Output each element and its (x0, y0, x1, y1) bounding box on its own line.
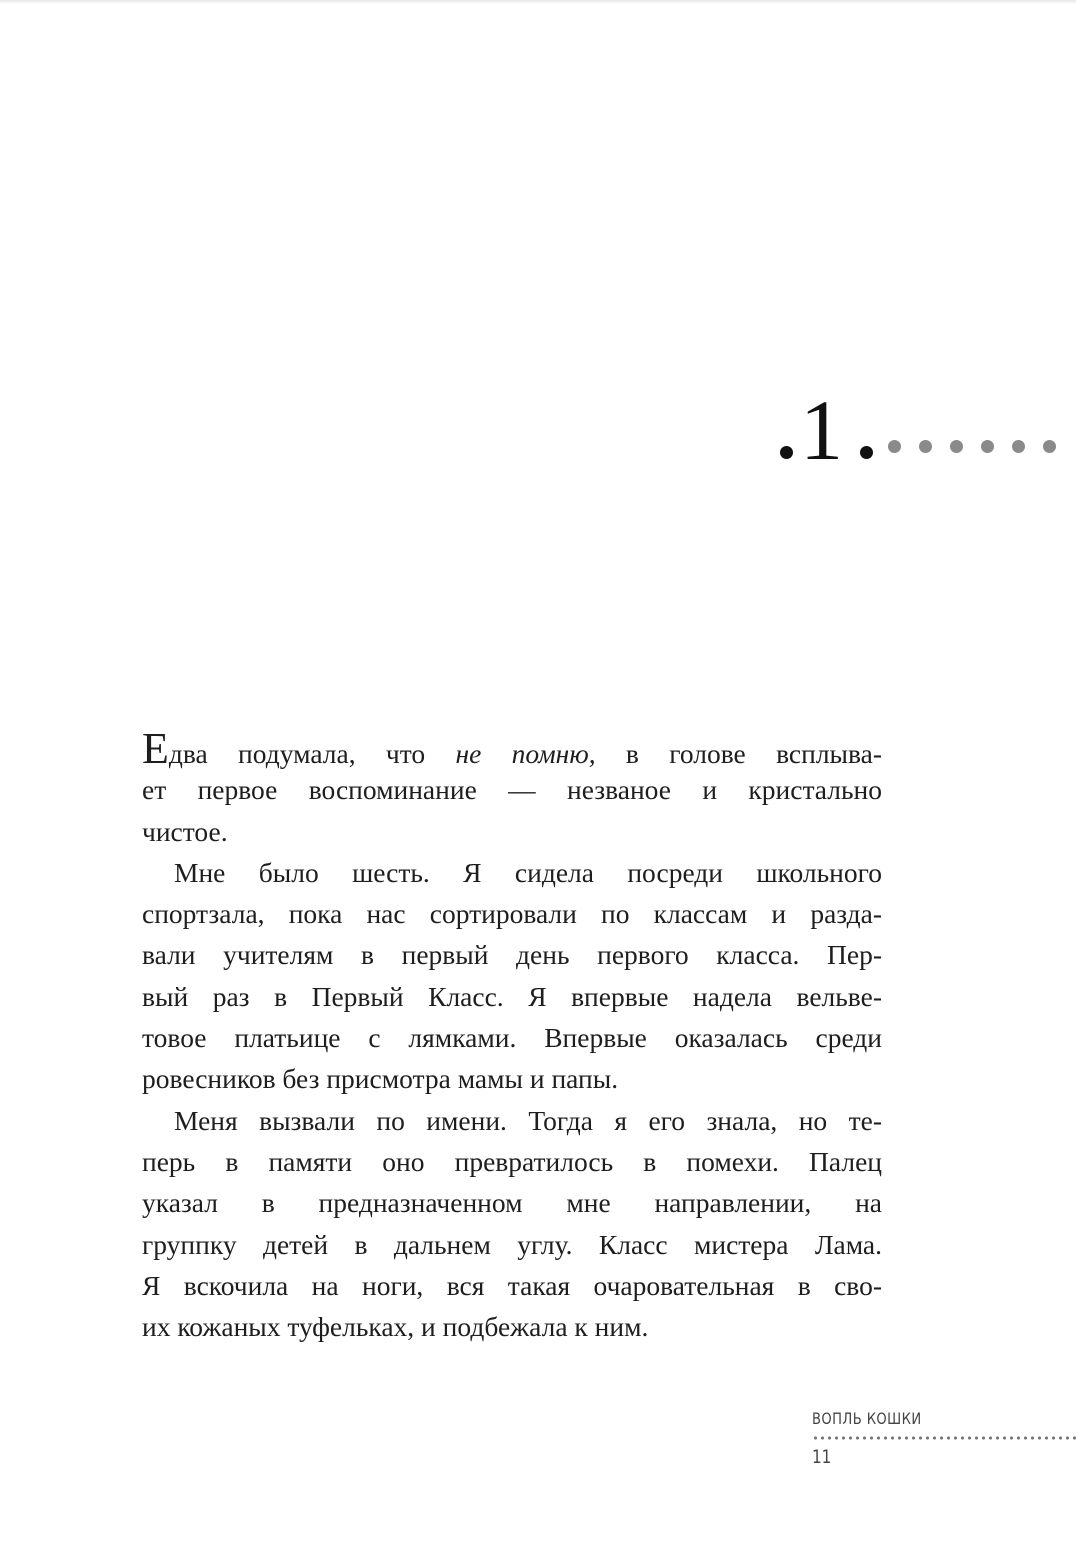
page-footer (812, 1409, 1076, 1468)
page-top-edge (0, 0, 1076, 4)
chapter-dot-leader (888, 440, 1076, 454)
drop-cap: Е (142, 724, 169, 773)
text-run: в голове всплыва- (595, 738, 883, 769)
text-run: два подумала, что (168, 738, 456, 769)
text-line: спортзала, пока нас сортировали по классам и разда- (142, 898, 882, 930)
text-line: Меня вызвали по имени. Тогда я его знала, но те- (174, 1104, 882, 1136)
text-line: указал в предназначенном мне направлении, на (142, 1187, 882, 1219)
text-line: Я вскочила на ноги, вся такая очаровательная в сво- (142, 1269, 882, 1301)
paragraph-2 (142, 852, 882, 1100)
text-line: чистое. (142, 815, 228, 847)
page-number: 11 (812, 1446, 832, 1468)
text-line: вали учителям в первый день первого класса. Пер- (142, 939, 882, 971)
chapter-trail-dot (860, 446, 873, 459)
chapter-lead-dot (780, 446, 793, 459)
text-line: перь в памяти оно превратилось в помехи. Палец (142, 1145, 882, 1177)
text-line: группку детей в дальнем углу. Класс мистера Лама. (142, 1228, 882, 1260)
paragraph-3 (142, 1100, 882, 1348)
chapter-marker (776, 382, 1076, 478)
chapter-body-text (142, 724, 883, 1347)
text-line: товое платьице с лямками. Впервые оказалась среди (142, 1022, 882, 1054)
chapter-number: 1 (800, 382, 843, 478)
text-line: вый раз в Первый Класс. Я впервые надела вельве- (142, 980, 882, 1012)
text-line: ет первое воспоминание — незваное и кристально (142, 774, 882, 806)
running-title: ВОПЛЬ КОШКИ (812, 1409, 922, 1428)
footer-dot-rule (812, 1436, 1076, 1440)
paragraph-1 (142, 724, 883, 852)
text-line: их кожаных туфельках, и подбежала к ним. (142, 1311, 649, 1343)
text-line: ровесников без присмотра мамы и папы. (142, 1063, 619, 1095)
text-line (142, 724, 883, 773)
emphasis-text: не помню, (455, 738, 596, 769)
text-line: Мне было шесть. Я сидела посреди школьного (174, 856, 882, 888)
